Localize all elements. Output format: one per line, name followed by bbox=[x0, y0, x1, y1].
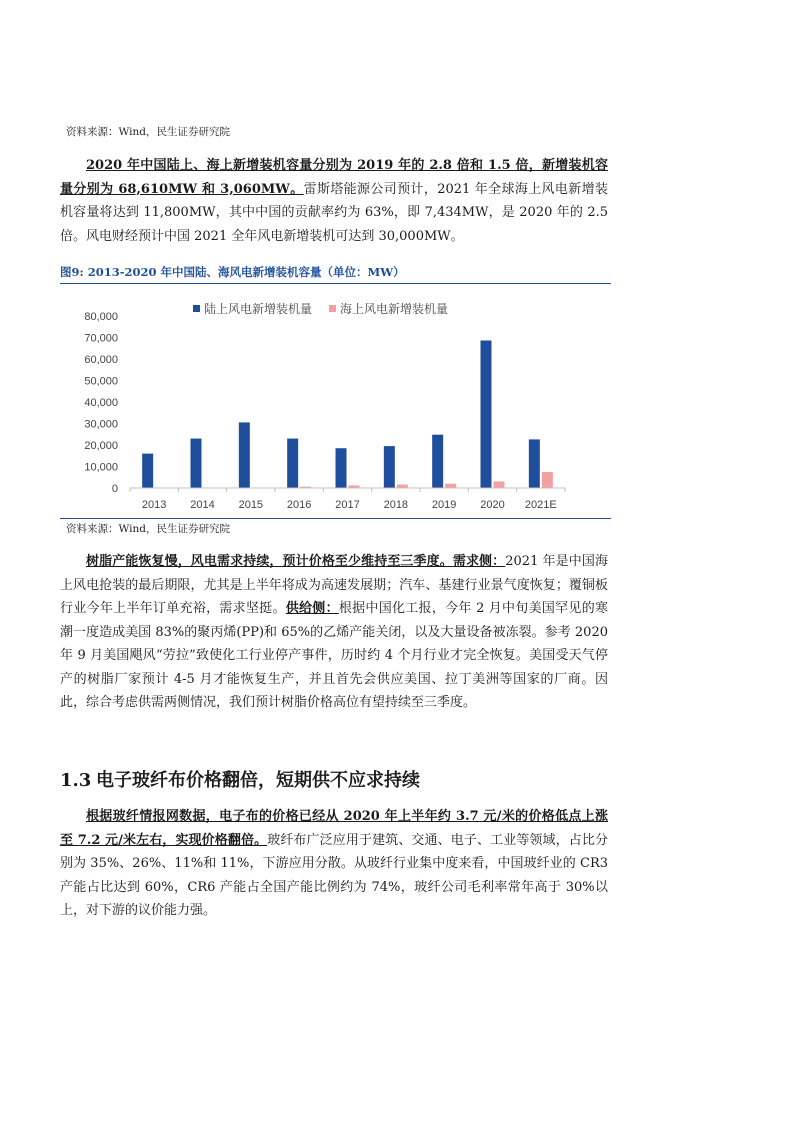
paragraph-glass-fiber bbox=[60, 805, 608, 923]
demand-side-label: 需求侧： bbox=[452, 554, 506, 569]
y-tick-label: 50,000 bbox=[84, 375, 118, 388]
legend-swatch bbox=[193, 305, 200, 312]
bar-onshore bbox=[432, 435, 443, 488]
section-title: 电子玻纤布价格翻倍，短期供不应求持续 bbox=[96, 770, 420, 791]
paragraph-body: 根据中国化工报，今年 2 月中旬美国罕见的寒潮一度造成美国 83%的聚丙烯(PP)和 65%的乙烯产能关闭，以及大量设备被冻裂。参考 2020 年 9 月美国飓风“劳拉”致使化工行业停产事件，历时约 4 个月行业才完全恢复。美国受天气停产的树脂厂家预计 4-5 月才能恢复生产，并且首先会供应美国、拉丁美洲等国家的厂商。因此，综合考虑供需两侧情况，我们预计树脂价格高位有望持续至三季度。 bbox=[60, 601, 608, 710]
paragraph-resin bbox=[60, 550, 608, 715]
bar-onshore bbox=[529, 439, 540, 488]
paragraph-body: 玻纤布广泛应用于建筑、交通、电子、工业等领域，占比分别为 35%、26%、11%和 11%，下游应用分散。从玻纤行业集中度来看，中国玻纤业的 CR3 产能占比达到 60%，CR6 产能占全国产能比例约为 74%，玻纤公司毛利率常年高于 30%以上，对下游的议价能力强。 bbox=[60, 832, 608, 918]
figure-source-note: 资料来源：Wind，民生证券研究院 bbox=[66, 523, 230, 535]
bar-offshore bbox=[542, 472, 553, 488]
y-tick-label: 0 bbox=[111, 483, 118, 495]
bar-onshore bbox=[481, 340, 492, 488]
y-tick-label: 70,000 bbox=[84, 332, 118, 345]
section-number: 1.3 bbox=[60, 770, 92, 791]
top-source-note: 资料来源：Wind，民生证券研究院 bbox=[66, 126, 230, 138]
section-heading bbox=[60, 766, 420, 792]
figure-bottom-rule bbox=[60, 518, 611, 519]
y-tick-label: 80,000 bbox=[84, 311, 118, 323]
paragraph-body: 雷斯塔能源公司预计，2021 年全球海上风电新增装机容量将达到 11,800MW，其中中国的贡献率约为 63%，即 7,434MW，是 2020 年的 2.5 倍。风电财经预计中国 2021 全年风电新增装机可达到 30,000MW。 bbox=[60, 181, 608, 244]
legend-swatch bbox=[329, 305, 336, 312]
paragraph-lead: 树脂产能恢复慢，风电需求持续，预计价格至少维持至三季度。 bbox=[86, 554, 453, 569]
legend-label-onshore: 陆上风电新增装机量 bbox=[204, 302, 313, 316]
paragraph-lead: 根据玻纤情报网数据，电子布的价格已经从 2020 年上半年约 3.7 元/米的价格低点上涨至 7.2 元/米左右，实现价格翻倍。 bbox=[60, 809, 608, 848]
bar-offshore bbox=[494, 481, 505, 488]
paragraph-body: 2021 年是中国海上风电抢装的最后期限，尤其是上半年将成为高速发展期；汽车、基建行业景气度恢复；覆铜板行业今年上半年订单充裕，需求坚挺。 bbox=[60, 554, 608, 616]
x-tick-label: 2013 bbox=[141, 499, 167, 511]
legend-label-offshore: 海上风电新增装机量 bbox=[340, 302, 449, 316]
x-tick-label: 2017 bbox=[335, 499, 360, 511]
bar-onshore bbox=[336, 448, 347, 488]
chart-legend bbox=[193, 301, 448, 316]
x-tick-label: 2014 bbox=[190, 499, 215, 511]
x-tick-label: 2015 bbox=[238, 499, 264, 511]
bar-onshore bbox=[384, 446, 395, 488]
y-tick-label: 40,000 bbox=[84, 397, 118, 409]
y-tick-label: 10,000 bbox=[84, 461, 118, 474]
y-tick-label: 20,000 bbox=[84, 440, 118, 452]
bar-onshore bbox=[239, 422, 250, 488]
figure-title: 图9: 2013-2020 年中国陆、海风电新增装机容量（单位：MW） bbox=[60, 265, 405, 279]
bar-onshore bbox=[191, 439, 202, 488]
x-tick-label: 2021E bbox=[524, 499, 557, 511]
bar-onshore bbox=[142, 454, 153, 488]
paragraph-lead: 2020 年中国陆上、海上新增装机容量分别为 2019 年的 2.8 倍和 1.5 倍，新增装机容量分别为 68,610MW 和 3,060MW。 bbox=[60, 158, 608, 197]
chart-bars bbox=[142, 340, 553, 488]
wind-capacity-bar-chart bbox=[60, 288, 611, 518]
paragraph-wind-capacity bbox=[60, 154, 608, 248]
bar-offshore bbox=[397, 485, 408, 488]
x-axis bbox=[130, 488, 565, 511]
bar-offshore bbox=[445, 484, 456, 488]
figure-top-rule bbox=[60, 283, 611, 284]
x-tick-label: 2020 bbox=[480, 499, 505, 511]
y-axis bbox=[84, 311, 118, 495]
bar-onshore bbox=[287, 439, 298, 488]
y-tick-label: 60,000 bbox=[84, 354, 118, 366]
x-tick-label: 2019 bbox=[431, 499, 457, 511]
supply-side-label: 供给侧： bbox=[285, 601, 339, 616]
x-tick-label: 2018 bbox=[383, 499, 409, 511]
x-tick-label: 2016 bbox=[286, 499, 312, 511]
y-tick-label: 30,000 bbox=[84, 418, 118, 431]
